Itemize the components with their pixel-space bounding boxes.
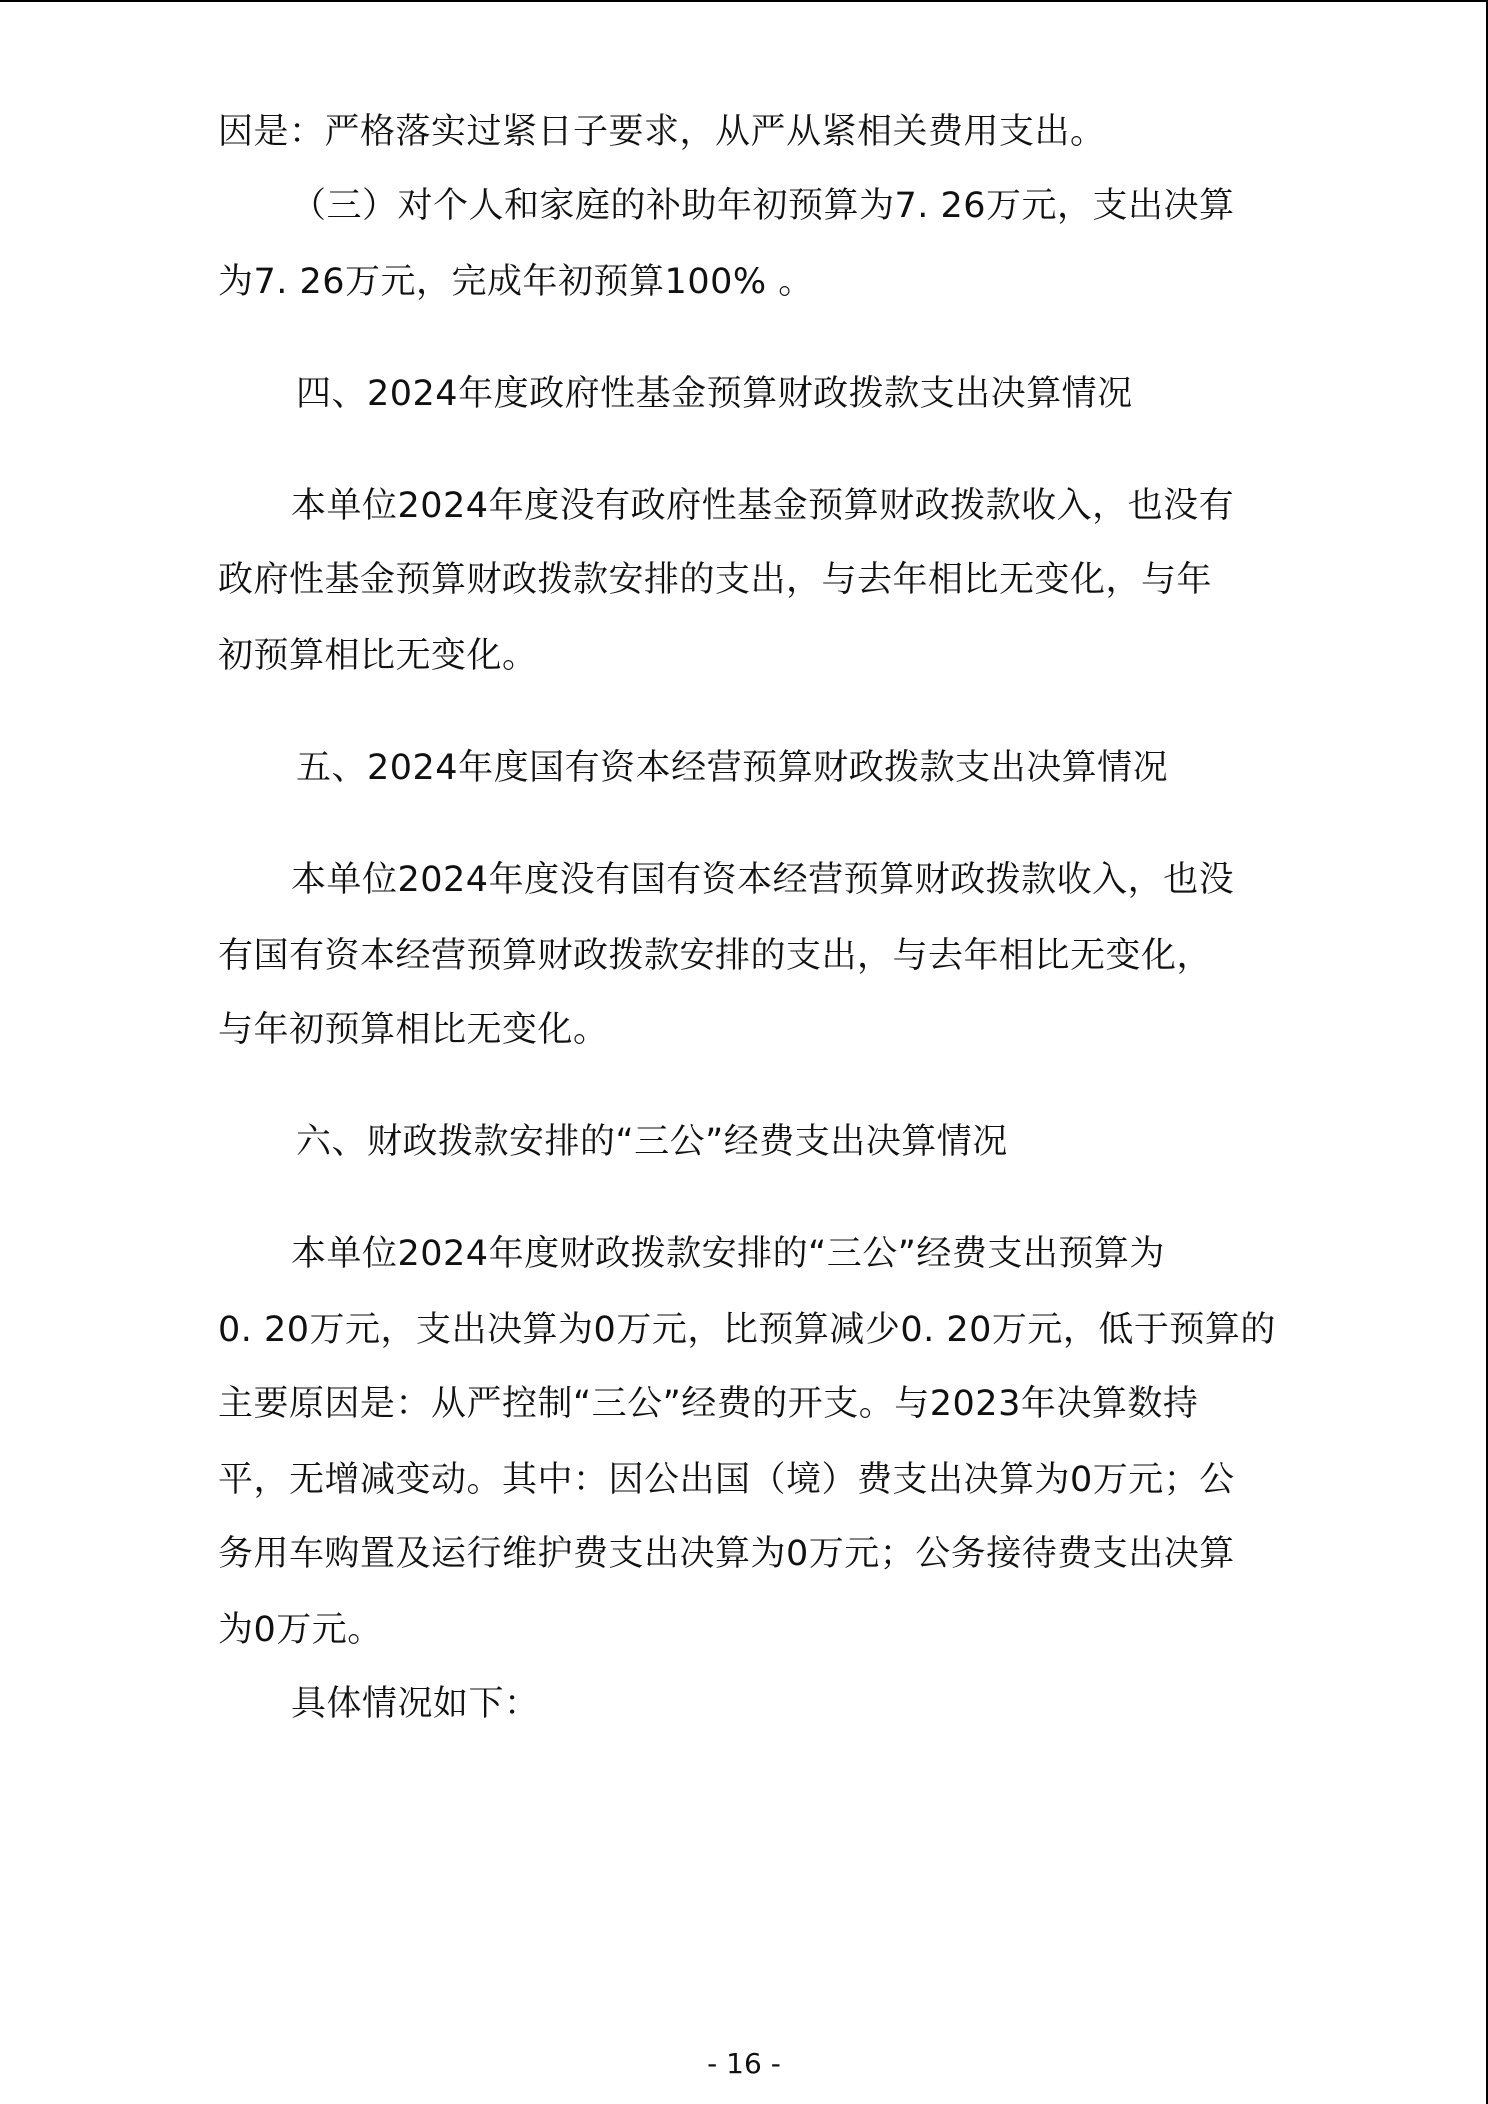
text-line: 具体情况如下： [291, 1684, 540, 1724]
text-line: 主要原因是：从严控制“三公”经费的开支。与2023年决算数持 [218, 1384, 1199, 1424]
text-line: 为0万元。 [218, 1610, 383, 1650]
text-line: 0. 20万元，支出决算为0万元，比预算减少0. 20万元，低于预算的 [218, 1310, 1276, 1350]
page-number: - 16 - [707, 2047, 781, 2080]
text-line: 本单位2024年度没有国有资本经营预算财政拨款收入，也没 [291, 860, 1235, 900]
text-line: 为7. 26万元，完成年初预算100% 。 [218, 262, 814, 302]
text-line: 政府性基金预算财政拨款安排的支出，与去年相比无变化，与年 [218, 560, 1213, 600]
text-line: 初预算相比无变化。 [218, 636, 538, 676]
text-line: 与年初预算相比无变化。 [218, 1010, 609, 1050]
text-line: 因是：严格落实过紧日子要求，从严从紧相关费用支出。 [218, 112, 1106, 152]
text-line: （三）对个人和家庭的补助年初预算为7. 26万元，支出决算 [291, 186, 1235, 226]
text-line: 平，无增减变动。其中：因公出国（境）费支出决算为0万元；公 [218, 1460, 1235, 1500]
text-line: 务用车购置及运行维护费支出决算为0万元；公务接待费支出决算 [218, 1534, 1235, 1574]
section-heading-6: 六、财政拨款安排的“三公”经费支出决算情况 [296, 1122, 1008, 1162]
section-heading-5: 五、2024年度国有资本经营预算财政拨款支出决算情况 [296, 748, 1169, 788]
section-heading-4: 四、2024年度政府性基金预算财政拨款支出决算情况 [296, 374, 1133, 414]
text-line: 有国有资本经营预算财政拨款安排的支出，与去年相比无变化， [218, 936, 1213, 976]
text-line: 本单位2024年度没有政府性基金预算财政拨款收入，也没有 [291, 486, 1235, 526]
text-line: 本单位2024年度财政拨款安排的“三公”经费支出预算为 [291, 1234, 1165, 1274]
